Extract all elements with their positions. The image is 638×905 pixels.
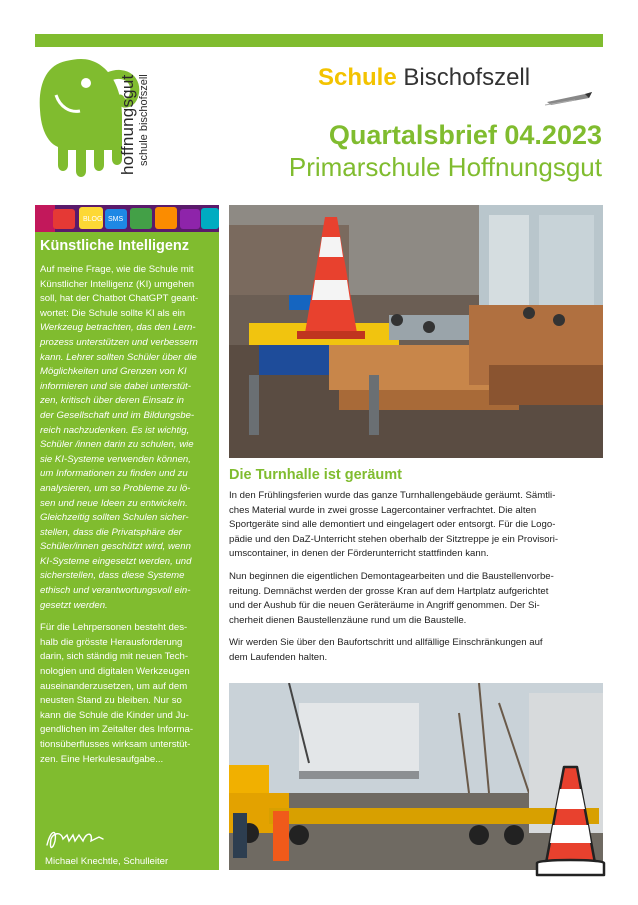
gym-equipment-photo [229,205,603,458]
pencil-icon [545,90,595,106]
article-body [229,489,602,674]
sidebar-heading: Künstliche Intelligenz [40,238,190,254]
article-paragraph-2: Nun beginnen die eigentlichen Demontagearbeiten und die Baustellenvorbe- reitung. Demnächst werden der grosse Kran auf dem Hartplatz aufgerichtet und der Aushub für die neuen Geräteräume in Angriff genommen. Der Si- cherheit dienen Baustellenzäune rund um die Baustelle. [229,570,554,626]
school-brand [318,64,530,92]
article-heading: Die Turnhalle ist geräumt [229,467,402,483]
brand-bold: Schule [318,64,397,91]
top-accent-bar [35,34,603,47]
logo-subline: schule bischofszell [138,74,150,166]
sidebar-paragraph-1: Auf meine Frage, wie die Schule mit Künstlicher Intelligenz (KI) umgehen soll, hat der Chatbot ChatGPT geant- wortet: Die Schule sollte KI als ein Werkzeug betrachten, das den Lern- prozess unterstützen und verbessern kann. Lehrer sollten Schüler über die Möglichkeiten und Grenzen von KI informieren und sie dabei unterstüt- zen, kritisch über deren Einsatz in der Gesellschaft und im Bildungsbe- reich nachzudenken. Es ist wichtig, Schüler /innen darin zu schulen, wie sie KI-Systeme verwenden können, um Informationen zu finden und zu analysieren, um so Probleme zu lö- sen und neue Ideen zu entwickeln. Gleichzeitig sollten Schulen sicher- stellen, dass die Privatsphäre der Schüler/innen geschützt wird, wenn KI-Systeme eingesetzt werden, und sicherstellen, dass diese Systeme ethisch und verantwortungsvoll ein- gesetzt werden. [40,264,199,611]
app-icons-image [35,205,219,232]
logo-wordmark: hoffnungsgut [118,74,137,175]
sms-label: SMS [108,216,124,223]
article-paragraph-3: Wir werden Sie über den Baufortschritt und allfällige Einschränkungen auf dem Laufenden halten. [229,637,543,663]
sidebar-ki [35,205,219,870]
signature-icon [43,825,133,853]
sidebar-paragraph-2: Für die Lehrpersonen besteht des- halb die grösste Herausforderung darin, sich ständig mit neuen Tech- nologien und digitalen Werkzeugen auseinanderzusetzen, um auf dem neusten Stand zu bleiben. Nur so kann die Schule die Kinder und Ju- gendlichen im Zeitalter des Informa- tionsüberflusses wirksam unterstüt- zen. Eine Herkulesaufgabe... [40,622,194,765]
page-title: Quartalsbrief 04.2023 [328,120,602,150]
cone-illustration-icon [533,763,608,885]
brand-rest: Bischofszell [403,64,531,91]
signature-name: Michael Knechtle, Schulleiter [45,856,169,867]
blog-label: BLOG [83,216,103,223]
article-paragraph-1: In den Frühlingsferien wurde das ganze Turnhallengebäude geräumt. Sämtli- ches Material wurde in zwei grosse Lagercontainer verfrachtet. Die alten Sportgeräte sind alle demontiert und eingelagert oder entsorgt. Für die Logo- pädie und den DaZ-Unterricht stehen oberhalb der Sitztreppe je ein Provisori- umscontainer, in denen der Förderunterricht stattfinden kann. [229,490,559,560]
sidebar-body [40,263,218,775]
page-subtitle: Primarschule Hoffnungsgut [288,152,602,182]
